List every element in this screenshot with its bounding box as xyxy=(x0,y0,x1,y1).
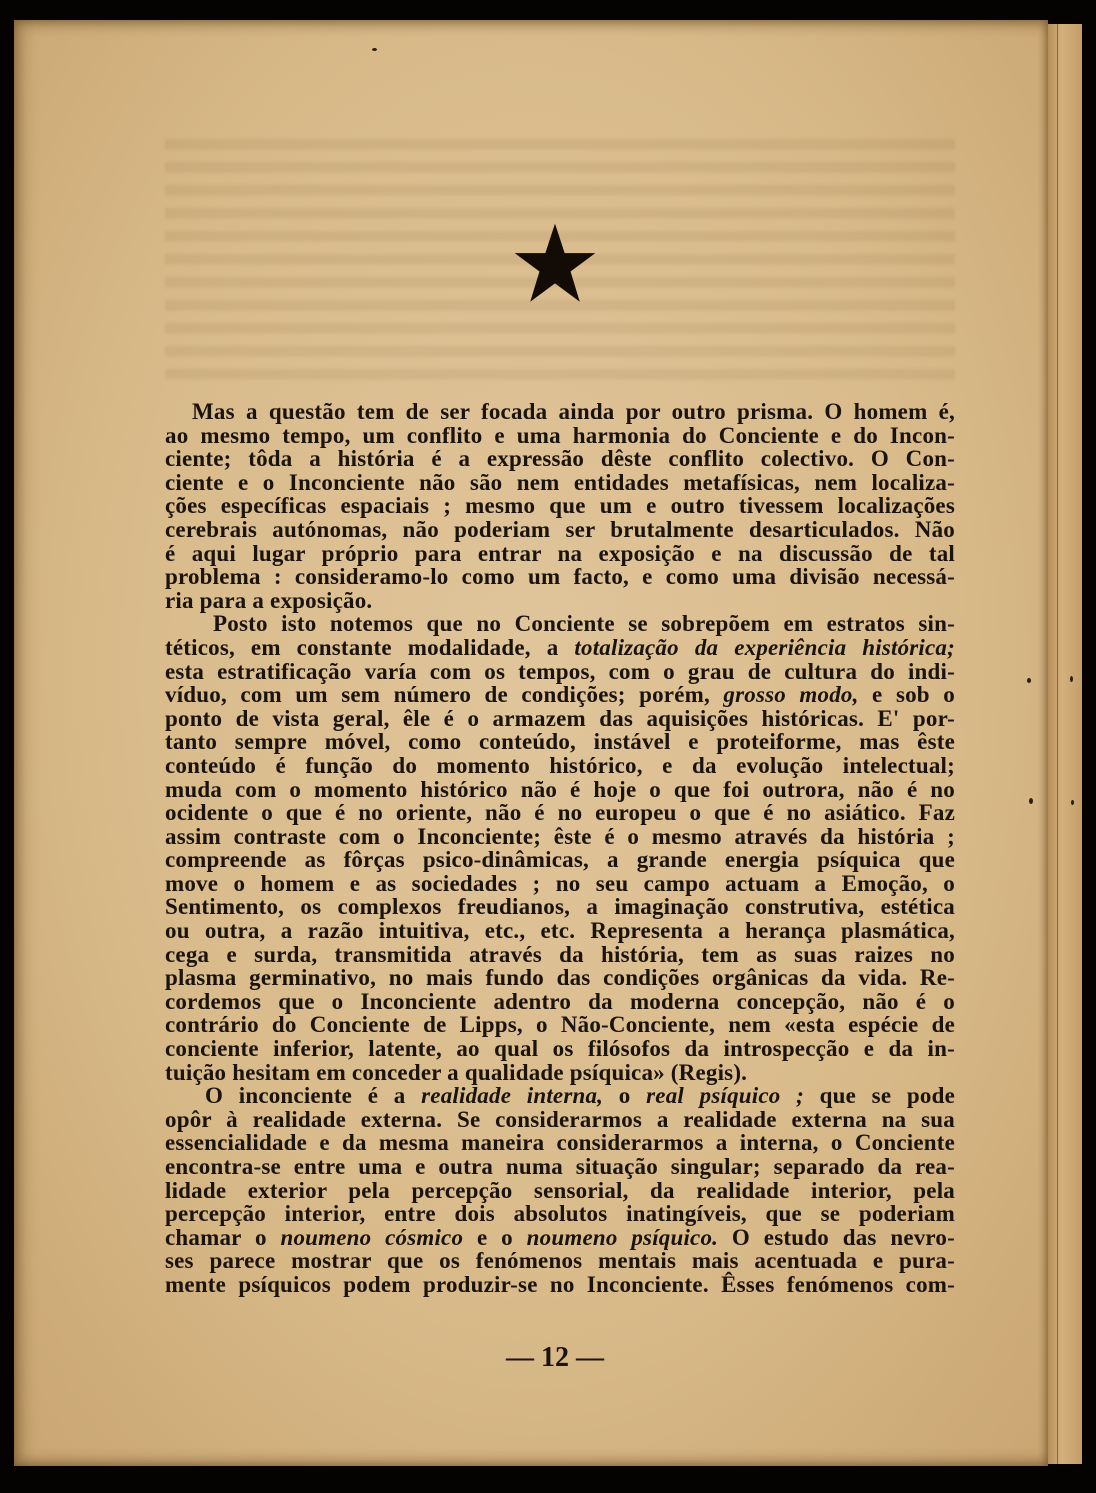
text-segment: compreende as fôrças psico-dinâmicas, a grande energia psíquica que xyxy=(165,847,955,873)
text-line xyxy=(165,518,955,542)
text-line xyxy=(165,1249,955,1273)
ink-speck xyxy=(372,48,377,51)
text-line xyxy=(165,919,955,943)
text-line xyxy=(165,707,955,731)
text-line xyxy=(165,1131,955,1155)
text-segment: O inconciente é a xyxy=(205,1083,422,1109)
text-line xyxy=(165,895,955,919)
text-segment: tuição hesitam em conceder a qualidade psíquica» (Regis). xyxy=(165,1059,748,1085)
text-segment: ou outra, a razão intuitiva, etc., etc. Representa a herança plasmática, xyxy=(165,918,955,944)
text-segment: ciente; tôda a história é a expressão dêste conflito colectivo. O Con- xyxy=(165,446,955,472)
text-line xyxy=(165,636,955,660)
text-segment: ria para a exposição. xyxy=(165,587,373,613)
text-line xyxy=(165,494,955,518)
text-segment: conteúdo é função do momento histórico, e da evolução intelectual; xyxy=(165,752,955,778)
text-line xyxy=(165,447,955,471)
text-segment: cega e surda, transmitida através da história, tem as suas raizes no xyxy=(165,941,955,967)
text-segment: assim contraste com o Inconciente; êste é o mesmo através da história ; xyxy=(165,823,955,849)
text-line xyxy=(165,565,955,589)
text-line xyxy=(165,825,955,849)
paragraph xyxy=(165,612,955,1084)
italic-text: noumeno cósmico xyxy=(280,1224,464,1250)
text-line xyxy=(165,1108,955,1132)
text-segment: téticos, em constante modalidade, a xyxy=(165,634,575,660)
text-line xyxy=(165,1179,955,1203)
text-line xyxy=(165,1155,955,1179)
text-segment: tanto sempre móvel, como conteúdo, instável e proteiforme, mas êste xyxy=(165,729,955,755)
text-segment: Posto isto notemos que no Conciente se sobrepõem em estratos sin- xyxy=(213,611,955,637)
text-segment: lidade exterior pela percepção sensorial, da realidade interior, pela xyxy=(165,1177,955,1203)
paragraph xyxy=(165,1084,955,1296)
text-line xyxy=(165,778,955,802)
text-line xyxy=(165,424,955,448)
text-segment: ses parece mostrar que os fenómenos mentais mais acentuada e pura- xyxy=(165,1248,955,1274)
text-segment: problema : consideramo-lo como um facto, e como uma divisão necessá- xyxy=(165,564,955,590)
text-segment: conciente inferior, latente, ao qual os filósofos da introspecção e da in- xyxy=(165,1036,955,1062)
text-segment: ções específicas espaciais ; mesmo que um e outro tivessem localizações xyxy=(165,493,955,519)
text-segment: e o xyxy=(463,1224,527,1250)
text-line xyxy=(165,400,955,424)
text-segment: muda com o momento histórico não é hoje o que foi outrora, não é no xyxy=(165,776,955,802)
italic-text: real psíquico ; xyxy=(646,1083,804,1109)
text-segment: cordemos que o Inconciente adentro da moderna concepção, não é o xyxy=(165,988,955,1014)
text-line xyxy=(165,848,955,872)
ink-speck xyxy=(1070,676,1073,682)
text-line xyxy=(165,589,955,613)
text-segment: essencialidade e da mesma maneira considerarmos a interna, o Conciente xyxy=(165,1130,955,1156)
text-segment: ocidente o que é no oriente, não é no europeu o que é no asiático. Faz xyxy=(165,800,955,826)
text-segment: Sentimento, os complexos freudianos, a imaginação construtiva, estética xyxy=(165,894,955,920)
page-number: — 12 — xyxy=(506,1342,604,1373)
text-segment: ciente e o Inconciente não são nem entidades metafísicas, nem localiza- xyxy=(165,469,955,495)
italic-text: realidade interna, xyxy=(421,1083,604,1109)
text-line xyxy=(165,660,955,684)
ink-speck xyxy=(1071,800,1074,805)
text-segment: cerebrais autónomas, não poderiam ser brutalmente desarticulados. Não xyxy=(165,516,955,542)
text-line xyxy=(165,730,955,754)
text-segment: o xyxy=(603,1083,647,1109)
text-segment: encontra-se entre uma e outra numa situação singular; separado da rea- xyxy=(165,1154,955,1179)
text-segment: plasma germinativo, no mais fundo das condições orgânicas da vida. Re- xyxy=(165,965,955,991)
text-segment: contrário do Conciente de Lipps, o Não-Conciente, nem «esta espécie de xyxy=(165,1012,955,1038)
text-line xyxy=(165,1037,955,1061)
body-text xyxy=(165,400,955,1297)
ink-speck xyxy=(1029,798,1033,804)
text-line xyxy=(165,542,955,566)
text-line xyxy=(165,612,955,636)
text-line xyxy=(165,872,955,896)
text-segment: ao mesmo tempo, um conflito e uma harmonia do Conciente e do Incon- xyxy=(165,422,955,448)
page-fold-line xyxy=(1057,24,1058,1464)
text-line xyxy=(165,966,955,990)
text-segment: move o homem e as sociedades ; no seu campo actuam a Emoção, o xyxy=(165,870,955,896)
text-segment: é aqui lugar próprio para entrar na exposição e na discussão de tal xyxy=(165,540,955,566)
text-segment: mente psíquicos podem produzir-se no Inconciente. Êsses fenómenos com- xyxy=(165,1271,955,1297)
text-segment: Mas a questão tem de ser focada ainda por outro prisma. O homem é, xyxy=(192,399,955,424)
italic-text: grosso modo, xyxy=(723,682,859,708)
text-line xyxy=(165,1202,955,1226)
text-line xyxy=(165,471,955,495)
text-line xyxy=(165,754,955,778)
text-line xyxy=(165,1273,955,1297)
text-segment: O estudo das nevro- xyxy=(718,1224,955,1250)
text-line xyxy=(165,801,955,825)
text-segment: opôr à realidade externa. Se considerarmos a realidade externa na sua xyxy=(165,1106,955,1132)
text-line xyxy=(165,1061,955,1085)
italic-text: noumeno psíquico. xyxy=(526,1224,719,1250)
ink-speck xyxy=(1027,678,1031,683)
text-line xyxy=(165,943,955,967)
italic-text: totalização da experiência histórica; xyxy=(574,634,955,660)
text-segment: chamar o xyxy=(165,1224,281,1250)
text-segment: ponto de vista geral, êle é o armazem das aquisições históricas. E' por- xyxy=(165,705,955,731)
text-line xyxy=(165,683,955,707)
text-segment: que se pode xyxy=(803,1083,955,1109)
text-segment: e sob o xyxy=(858,682,955,708)
text-line xyxy=(165,990,955,1014)
text-segment: esta estratificação varía com os tempos, com o grau de cultura do indi- xyxy=(165,658,955,684)
paragraph xyxy=(165,400,955,612)
star-icon xyxy=(513,222,597,306)
text-segment: víduo, com um sem número de condições; porém, xyxy=(165,682,724,708)
text-line xyxy=(165,1084,955,1108)
text-line xyxy=(165,1226,955,1250)
text-segment: percepção interior, entre dois absolutos inatingíveis, que se poderiam xyxy=(165,1201,955,1227)
text-line xyxy=(165,1013,955,1037)
adjacent-page-edge xyxy=(1048,24,1082,1464)
